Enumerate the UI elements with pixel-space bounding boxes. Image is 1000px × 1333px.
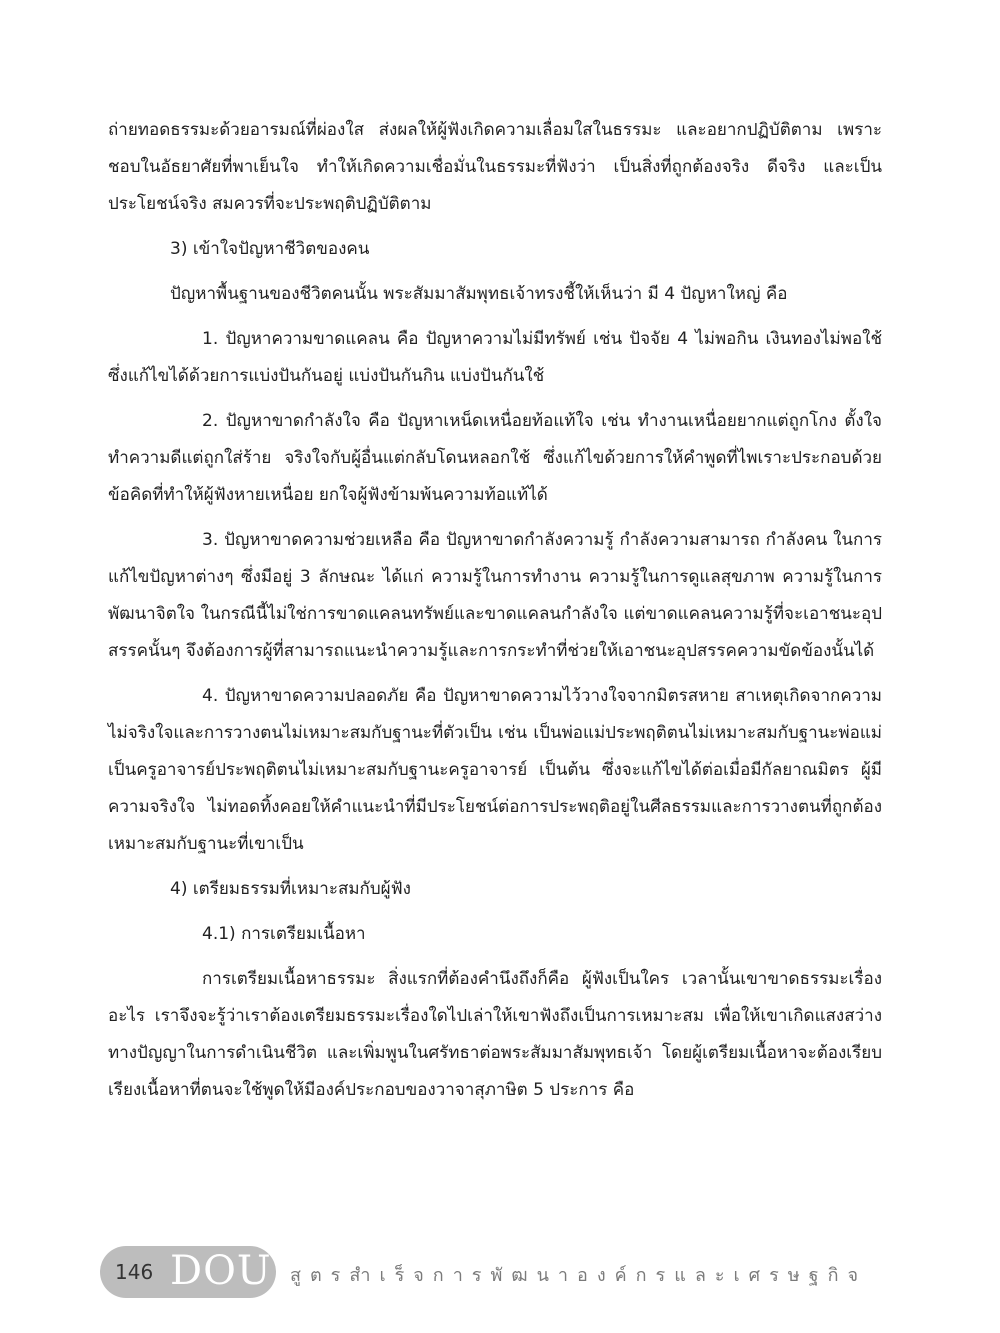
list-item-problem-1: 1. ปัญหาความขาดแคลน คือ ปัญหาความไม่มีทรัพย์ เช่น ปัจจัย 4 ไม่พอกิน เงินทองไม่พอใช้ ซึ่งแก้ไขได้ด้วยการแบ่งปันกันอยู่ แบ่งปันกันกิน แบ่งปันกันใช้: [108, 329, 882, 386]
list-item-problem-3: 3. ปัญหาขาดความช่วยเหลือ คือ ปัญหาขาดกำลังความรู้ กำลังความสามารถ กำลังคน ในการแก้ไขปัญหาต่างๆ ซึ่งมีอยู่ 3 ลักษณะ ได้แก่ ความรู้ในการทำงาน ความรู้ในการดูแลสุขภาพ ความรู้ในการพัฒนาจิตใจ ในกรณีนี้ไม่ใช่การขาดแคลนทรัพย์และขาดแคลนกำลังใจ แต่ขาดแคลนความรู้ที่จะเอาชนะอุปสรรคนั้นๆ จึงต้องการผู้ที่สามารถแนะนำความรู้และการกระทำที่ช่วยให้เอาชนะอุปสรรคความขัดข้องนั้นได้: [108, 530, 882, 661]
paragraph-intro-problems: ปัญหาพื้นฐานของชีวิตคนนั้น พระสัมมาสัมพุทธเจ้าทรงชี้ให้เห็นว่า มี 4 ปัญหาใหญ่ คือ: [170, 284, 788, 304]
list-item-problem-4: 4. ปัญหาขาดความปลอดภัย คือ ปัญหาขาดความไว้วางใจจากมิตรสหาย สาเหตุเกิดจากความไม่จริงใจและการวางตนไม่เหมาะสมกับฐานะที่ตัวเป็น เช่น เป็นพ่อแม่ประพฤติตนไม่เหมาะสมกับฐานะพ่อแม่ เป็นครูอาจารย์ประพฤติตนไม่เหมาะสมกับฐานะครูอาจารย์ เป็นต้น ซึ่งจะแก้ไขได้ต่อเมื่อมีกัลยาณมิตร ผู้มีความจริงใจ ไม่ทอดทิ้งคอยให้คำแนะนำที่มีประโยชน์ต่อการประพฤติอยู่ในศีลธรรมและการวางตนที่ถูกต้องเหมาะสมกับฐานะที่เขาเป็น: [108, 686, 882, 854]
running-title: สูตรสำเร็จการพัฒนาองค์กรและเศรษฐกิจ: [290, 1265, 868, 1286]
subsection-heading-4-1: 4.1) การเตรียมเนื้อหา: [202, 924, 366, 944]
dou-logo: DOU: [170, 1248, 272, 1294]
section-heading-4: 4) เตรียมธรรมที่เหมาะสมกับผู้ฟัง: [170, 879, 411, 899]
page-footer: [100, 1246, 900, 1298]
footer-badge: [100, 1246, 276, 1298]
page-number: 146: [115, 1260, 154, 1284]
paragraph-content-preparation: การเตรียมเนื้อหาธรรมะ สิ่งแรกที่ต้องคำนึงถึงก็คือ ผู้ฟังเป็นใคร เวลานั้นเขาขาดธรรมะเรื่องอะไร เราจึงจะรู้ว่าเราต้องเตรียมธรรมะเรื่องใดไปเล่าให้เขาฟังถึงเป็นการเหมาะสม เพื่อให้เขาเกิดแสงสว่างทางปัญญาในการดำเนินชีวิต และเพิ่มพูนในศรัทธาต่อพระสัมมาสัมพุทธเจ้า โดยผู้เตรียมเนื้อหาจะต้องเรียบเรียงเนื้อหาที่ตนจะใช้พูดให้มีองค์ประกอบของวาจาสุภาษิต 5 ประการ คือ: [108, 969, 882, 1100]
section-heading-3: 3) เข้าใจปัญหาชีวิตของคน: [170, 239, 370, 259]
page-body: [108, 112, 882, 1109]
list-item-problem-2: 2. ปัญหาขาดกำลังใจ คือ ปัญหาเหน็ดเหนื่อยท้อแท้ใจ เช่น ทำงานเหนื่อยยากแต่ถูกโกง ตั้งใจทำความดีแต่ถูกใส่ร้าย จริงใจกับผู้อื่นแต่กลับโดนหลอกใช้ ซึ่งแก้ไขด้วยการให้คำพูดที่ไพเราะประกอบด้วยข้อคิดที่ทำให้ผู้ฟังหายเหนื่อย ยกใจผู้ฟังข้ามพ้นความท้อแท้ได้: [108, 411, 882, 505]
paragraph-continuation: ถ่ายทอดธรรมะด้วยอารมณ์ที่ผ่องใส ส่งผลให้ผู้ฟังเกิดความเลื่อมใสในธรรมะ และอยากปฏิบัติตาม เพราะชอบในอัธยาศัยที่พาเย็นใจ ทำให้เกิดความเชื่อมั่นในธรรมะที่ฟังว่า เป็นสิ่งที่ถูกต้องจริง ดีจริง และเป็นประโยชน์จริง สมควรที่จะประพฤติปฏิบัติตาม: [108, 120, 882, 214]
